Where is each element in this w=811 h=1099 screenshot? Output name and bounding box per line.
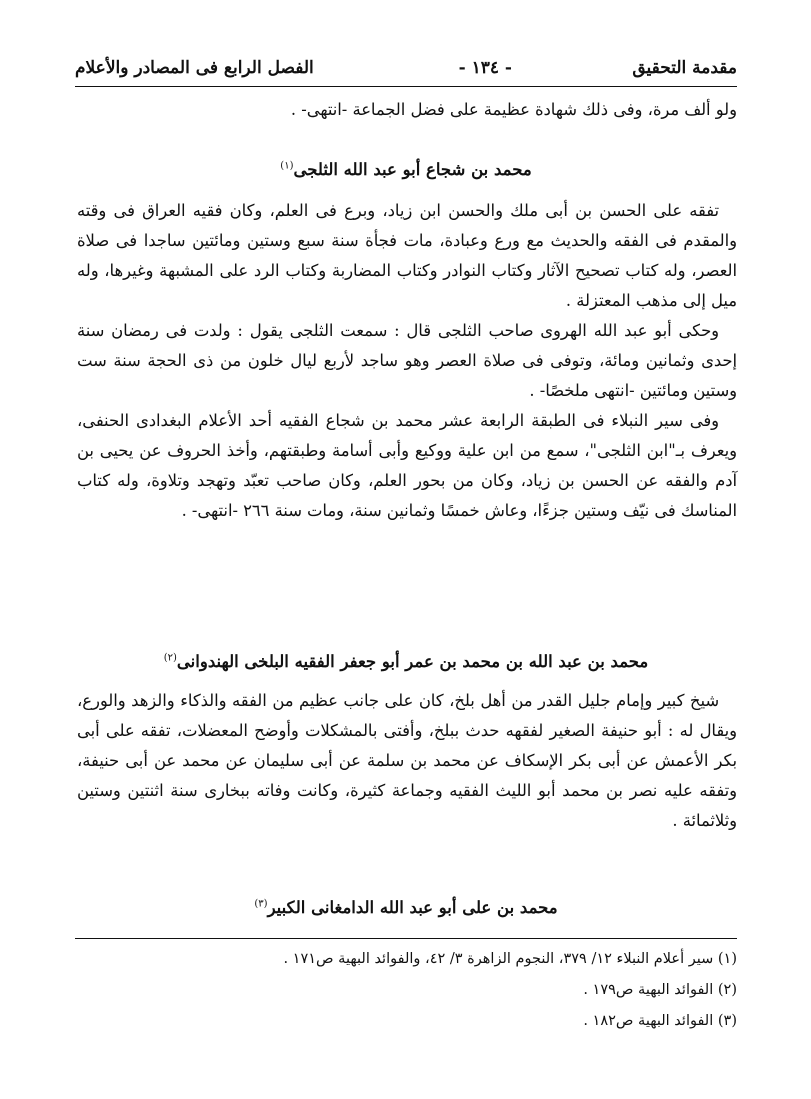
- paragraph: وحكى أبو عبد الله الهروى صاحب الثلجى قال : سمعت الثلجى يقول : ولدت فى رمضان سنة إحدى وثمانين ومائة، وتوفى فى صلاة العصر وهو ساجد لأربع ليال خلون من ذى الحجة سنة ست وستين ومائتين -انتهى ملخصًا- .: [77, 321, 737, 400]
- entry-2-title: محمد بن عبد الله بن محمد بن عمر أبو جعفر الفقيه البلخى الهندوانى: [176, 652, 649, 671]
- paragraph: تفقه على الحسن بن أبى ملك والحسن ابن زياد، وبرع فى العلم، وكان فقيه العراق فى وقته والمقدم فى الفقه والحديث مع ورع وعبادة، مات فجأة سنة سبع وستين ومائتين ساجدا فى صلاة العصر، وله كتاب تصحيح الآثار وكتاب النوادر وكتاب المضاربة وكتاب الرد على المشبهة وغيرها، وله ميل إلى مذهب المعتزلة .: [77, 201, 737, 310]
- entry-1-title: محمد بن شجاع أبو عبد الله الثلجى: [293, 160, 532, 179]
- paragraph: ولو ألف مرة، وفى ذلك شهادة عظيمة على فضل الجماعة -انتهى- .: [290, 100, 737, 119]
- entry-1-heading: [75, 160, 737, 179]
- paragraph: شيخ كبير وإمام جليل القدر من أهل بلخ، كان على جانب عظيم من الفقه والذكاء والزهد والورع، ويقال له : أبو حنيفة الصغير لفقهه حدث ببلخ، وأفتى بالمشكلات وأوضح المعضلات، تفقه على أبى بكر الأعمش عن أبى بكر الإسكاف عن محمد بن سلمة عن أبى سليمان عن محمد عن أبى حنيفة، وتفقه عليه نصر بن محمد أبو الليث الفقيه وجماعة كثيرة، وكانت وفاته ببخارى سنة اثنتين وستين وثلاثمائة .: [77, 691, 737, 830]
- footnote-2: (٢) الفوائد البهية ص١٧٩ .: [583, 982, 737, 998]
- header-page-number: - ١٣٤ -: [458, 58, 512, 78]
- footnote-1: (١) سير أعلام النبلاء ١٢/ ٣٧٩، النجوم الزاهرة ٣/ ٤٢، والفوائد البهية ص١٧١ .: [283, 951, 737, 967]
- header-section: الفصل الرابع فى المصادر والأعلام: [75, 58, 314, 78]
- footnote-rule: [75, 938, 737, 939]
- entry-2-heading: [75, 652, 737, 671]
- entry-3-heading: [75, 898, 737, 917]
- intro-text: [77, 95, 737, 125]
- entry-2-body: [77, 686, 737, 836]
- footnote-ref-3: (٣): [254, 898, 268, 910]
- paragraph: وفى سير النبلاء فى الطبقة الرابعة عشر محمد بن شجاع الفقيه أحد الأعلام البغدادى الحنفى، ويعرف بـ"ابن الثلجى"، سمع من ابن علية ووكيع وأبى أسامة وطبقتهم، وأخذ الحروف عن يحيى بن آدم والفقه عن الحسن بن زياد، وكان من بحور العلم، وكان صاحب تعبّد وتهجد وتلاوة، وله كتاب المناسك فى نيّف وستين جزءًا، وعاش خمسًا وثمانين سنة، ومات سنة ٢٦٦ -انتهى- .: [77, 411, 737, 520]
- entry-1-body: [77, 196, 737, 526]
- entry-3-title: محمد بن على أبو عبد الله الدامغانى الكبير: [267, 898, 558, 917]
- footnote-ref-1: (١): [280, 160, 294, 172]
- footnotes: [77, 944, 737, 1037]
- footnote-ref-2: (٢): [163, 652, 177, 664]
- header-rule: [75, 86, 737, 87]
- page-header: [75, 58, 737, 86]
- footnote-3: (٣) الفوائد البهية ص١٨٢ .: [583, 1013, 737, 1029]
- header-chapter: مقدمة التحقيق: [632, 58, 737, 78]
